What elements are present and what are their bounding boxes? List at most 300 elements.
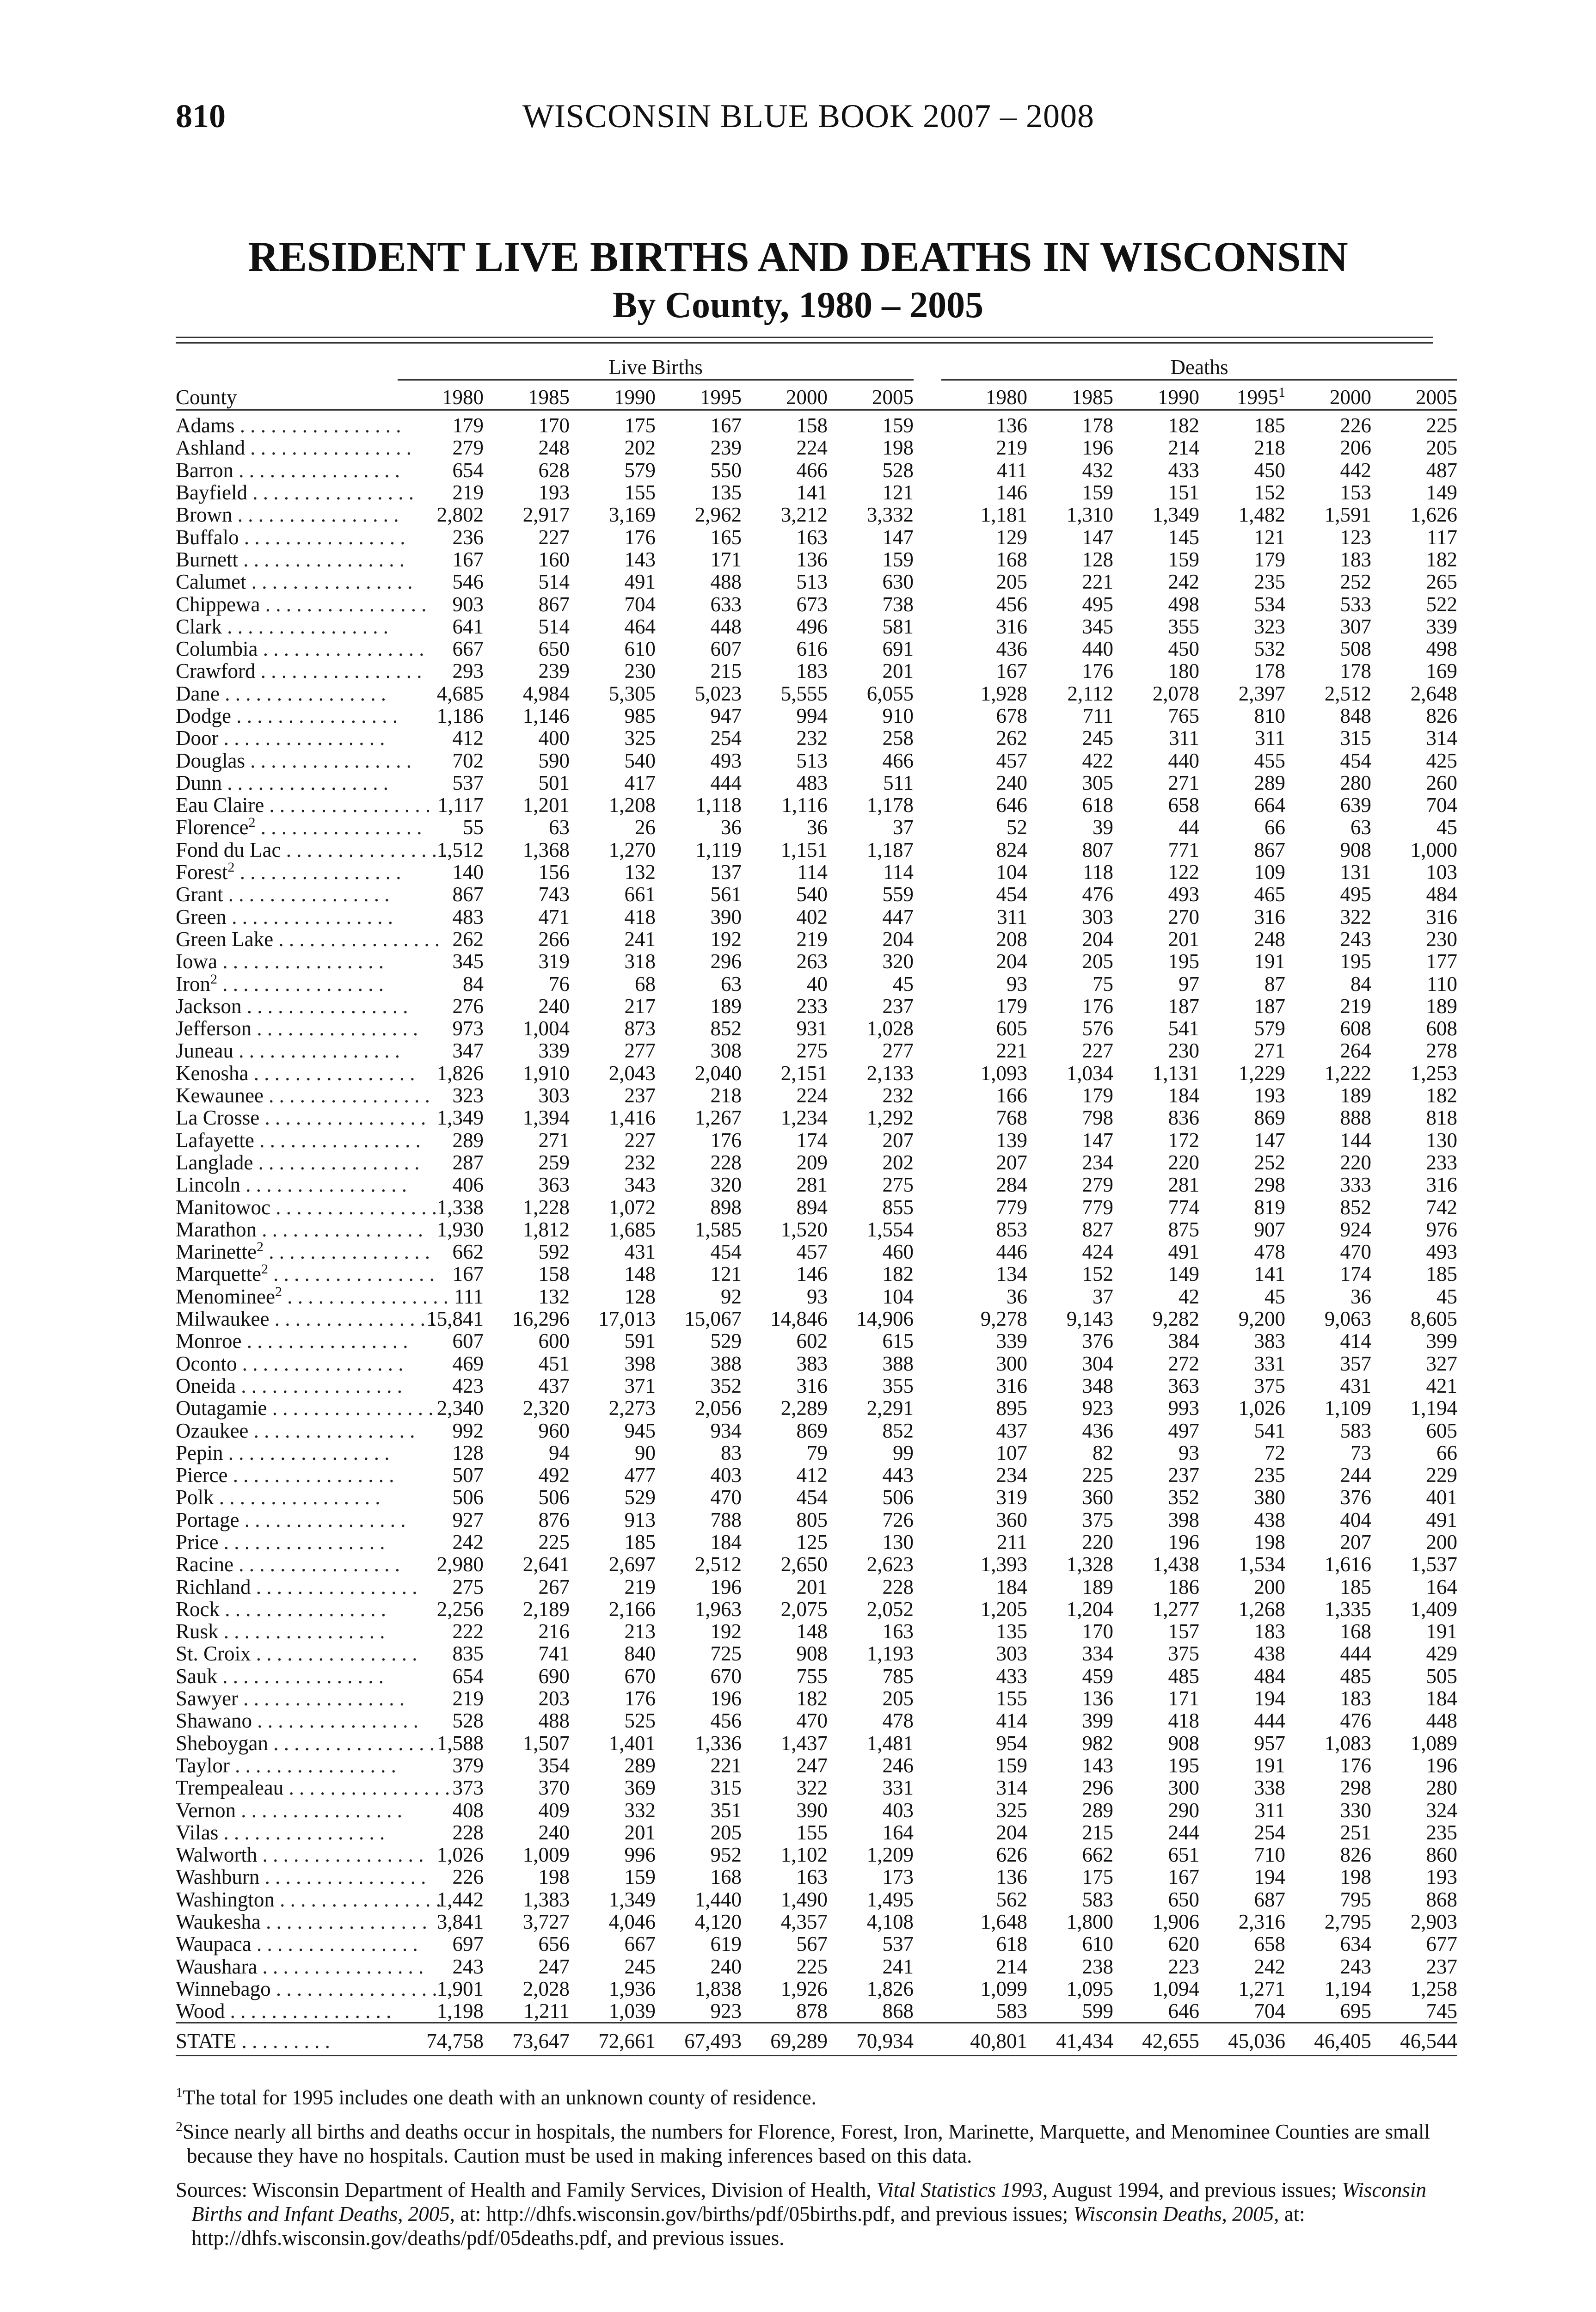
table-cell: 506 <box>882 1486 914 1509</box>
leader-dots: . . . . . . . . . . . . . . . . <box>231 704 398 727</box>
table-cell: 122 <box>1168 861 1200 884</box>
table-cell: 235 <box>1254 1463 1286 1487</box>
table-cell: 244 <box>1168 1820 1200 1844</box>
county-label: Jackson <box>176 994 242 1018</box>
table-cell: 230 <box>624 659 656 683</box>
leader-dots: . . . . . . . . . . . . . . . . <box>227 1463 394 1487</box>
table-cell: 132 <box>538 1285 570 1308</box>
column-gap <box>914 1509 941 1531</box>
table-cell: 130 <box>1426 1128 1458 1152</box>
table-cell: 354 <box>538 1753 570 1777</box>
state-total-row <box>176 2023 1457 2053</box>
table-cell: 2,289 <box>780 1396 828 1420</box>
table-cell: 176 <box>1082 994 1114 1018</box>
table-cell: 111 <box>454 1285 484 1308</box>
leader-dots: . . . . . . . . . . . . . . . . <box>248 1061 415 1085</box>
table-cell: 237 <box>1168 1463 1200 1487</box>
table-cell: 73 <box>1350 1441 1372 1464</box>
column-gap <box>914 481 941 504</box>
leader-dots: . . . . . . . . . . . . . . . . <box>238 547 405 571</box>
county-label: Taylor <box>176 1753 230 1777</box>
table-cell: 174 <box>796 1128 828 1152</box>
table-row <box>176 883 1457 905</box>
table-cell: 289 <box>624 1753 656 1777</box>
table-cell: 204 <box>882 927 914 951</box>
table-cell: 741 <box>538 1642 570 1666</box>
county-label: Lincoln <box>176 1173 240 1197</box>
column-gap <box>914 1687 941 1709</box>
table-cell: 923 <box>710 1999 742 2023</box>
table-cell: 2,512 <box>1324 682 1372 705</box>
table-cell: 448 <box>1426 1709 1458 1733</box>
table-cell: 128 <box>1082 547 1114 571</box>
county-label: Washburn <box>176 1865 260 1889</box>
table-cell: 1,393 <box>980 1553 1028 1576</box>
table-cell: 168 <box>710 1865 742 1889</box>
footnote-2-text: Since nearly all births and deaths occur in hospitals, the numbers for Florence, Forest, Iron, Marinette, Marquette, and Menominee Counties are small because they have no hospitals. Caution must be used in making inferences based on this data. <box>183 2120 1430 2167</box>
table-cell: 151 <box>1168 481 1200 504</box>
table-cell: 484 <box>1254 1664 1286 1688</box>
table-cell: 189 <box>1082 1575 1114 1599</box>
table-cell: 139 <box>996 1128 1028 1152</box>
table-cell: 316 <box>1254 905 1286 928</box>
table-cell: 72 <box>1265 1441 1286 1464</box>
table-cell: 2,112 <box>1067 682 1114 705</box>
county-name <box>176 683 398 705</box>
footnote-mark: 2 <box>248 815 256 830</box>
table-cell: 316 <box>996 1374 1028 1397</box>
live-births-group-header: Live Births <box>398 351 914 380</box>
table-cell: 230 <box>1426 927 1458 951</box>
table-cell: 1,349 <box>1152 503 1200 527</box>
county-label: Burnett <box>176 547 238 571</box>
table-row <box>176 1933 1457 1955</box>
table-cell: 440 <box>1168 749 1200 772</box>
table-cell: 403 <box>882 1798 914 1822</box>
table-cell: 303 <box>1082 905 1114 928</box>
table-cell: 215 <box>710 659 742 683</box>
table-cell: 875 <box>1168 1217 1200 1241</box>
table-cell: 927 <box>452 1508 484 1531</box>
table-cell: 1,490 <box>780 1888 828 1911</box>
table-cell: 163 <box>796 525 828 549</box>
table-cell: 423 <box>452 1374 484 1397</box>
table-cell: 1,481 <box>866 1731 914 1755</box>
table-cell: 186 <box>1168 1575 1200 1599</box>
leader-dots: . . . . . . . . . . . . . . . . <box>245 749 411 772</box>
table-row <box>176 2000 1457 2023</box>
county-name <box>176 1642 417 1666</box>
table-cell: 155 <box>996 1687 1028 1710</box>
column-gap <box>914 615 941 638</box>
county-label: Price <box>176 1530 219 1554</box>
column-gap <box>914 1375 941 1397</box>
table-cell: 630 <box>882 570 914 594</box>
table-cell: 281 <box>796 1173 828 1197</box>
table-cell: 2,917 <box>522 503 570 527</box>
table-cell: 148 <box>796 1620 828 1643</box>
footnote-1-text: The total for 1995 includes one death with an unknown county of residence. <box>183 2086 816 2109</box>
table-cell: 827 <box>1082 1217 1114 1241</box>
table-cell: 852 <box>710 1017 742 1040</box>
leader-dots: . . . . . . . . . . . . . . . . <box>233 1553 400 1576</box>
table-cell: 1,194 <box>1324 1977 1372 2000</box>
table-cell: 465 <box>1254 883 1286 906</box>
table-cell: 725 <box>710 1642 742 1666</box>
table-cell: 399 <box>1082 1709 1114 1733</box>
table-cell: 1,222 <box>1324 1061 1372 1085</box>
county-label: Trempealeau <box>176 1776 284 1800</box>
column-gap <box>914 1866 941 1888</box>
column-gap <box>914 1799 941 1821</box>
table-cell: 202 <box>882 1150 914 1174</box>
table-row <box>176 481 1457 504</box>
table-cell: 418 <box>624 905 656 928</box>
table-cell: 529 <box>710 1329 742 1353</box>
table-cell: 248 <box>1254 927 1286 951</box>
county-name <box>176 1442 398 1464</box>
table-cell: 220 <box>1168 1150 1200 1174</box>
table-cell: 608 <box>1340 1017 1372 1040</box>
table-cell: 436 <box>996 637 1028 661</box>
table-cell: 1,507 <box>522 1731 570 1755</box>
leader-dots: . . . . . . . . . . . . . . . . <box>263 1240 430 1264</box>
table-cell: 247 <box>796 1753 828 1777</box>
county-name <box>176 637 424 661</box>
table-cell: 646 <box>1168 1999 1200 2023</box>
table-cell: 196 <box>1426 1753 1458 1777</box>
table-cell: 170 <box>1082 1620 1114 1643</box>
table-cell: 44 <box>1179 816 1200 839</box>
leader-dots: . . . . . . . . . . . . . . . . <box>238 1687 405 1710</box>
table-cell: 37 <box>1093 1285 1114 1308</box>
table-row <box>176 1575 1457 1598</box>
table-cell: 224 <box>796 436 828 460</box>
leader-dots: . . . . . . . . . . . . . . . . <box>268 1731 435 1755</box>
table-cell: 348 <box>1082 1374 1114 1397</box>
column-gap <box>914 1531 941 1553</box>
table-cell: 2,340 <box>436 1396 484 1420</box>
table-cell: 63 <box>1350 816 1372 839</box>
table-cell: 507 <box>452 1463 484 1487</box>
table-cell: 194 <box>1254 1865 1286 1889</box>
table-row <box>176 772 1457 794</box>
column-gap <box>914 571 941 593</box>
table-row <box>176 526 1457 548</box>
table-cell: 192 <box>710 1620 742 1643</box>
table-row <box>176 571 1457 593</box>
table-cell: 90 <box>635 1441 656 1464</box>
table-cell: 454 <box>996 883 1028 906</box>
county-label: Marinette <box>176 1240 257 1264</box>
table-cell: 132 <box>624 861 656 884</box>
leader-dots: . . . . . . . . . . . . . . . . <box>218 1820 385 1844</box>
table-cell: 2,795 <box>1324 1910 1372 1934</box>
table-row <box>176 1777 1457 1799</box>
year-column-header <box>828 380 914 410</box>
table-cell: 491 <box>624 570 656 594</box>
table-cell: 290 <box>1168 1798 1200 1822</box>
table-cell: 401 <box>1426 1486 1458 1509</box>
table-cell: 175 <box>624 414 656 437</box>
table-cell: 1,442 <box>436 1888 484 1911</box>
table-cell: 514 <box>538 570 570 594</box>
table-cell: 493 <box>1426 1240 1458 1264</box>
county-name <box>176 525 405 549</box>
table-cell: 1,205 <box>980 1597 1028 1621</box>
table-cell: 254 <box>1254 1820 1286 1844</box>
table-cell: 221 <box>710 1753 742 1777</box>
table-cell: 234 <box>1082 1150 1114 1174</box>
column-gap <box>914 1575 941 1598</box>
table-cell: 155 <box>624 481 656 504</box>
leader-dots: . . . . . . . . . . . . . . . . <box>235 1798 402 1822</box>
table-cell: 176 <box>710 1128 742 1152</box>
year-label: 1990 <box>1158 386 1200 409</box>
column-gap <box>914 906 941 928</box>
table-cell: 185 <box>1426 1262 1458 1286</box>
table-cell: 201 <box>1168 927 1200 951</box>
table-cell: 406 <box>452 1173 484 1197</box>
column-gap <box>914 928 941 950</box>
table-cell: 497 <box>1168 1419 1200 1442</box>
table-cell: 239 <box>538 659 570 683</box>
year-label: 1995 <box>1237 386 1279 409</box>
county-label: Ashland <box>176 436 245 460</box>
table-cell: 540 <box>796 883 828 906</box>
table-cell: 225 <box>1082 1463 1114 1487</box>
table-cell: 810 <box>1254 704 1286 727</box>
table-cell: 363 <box>538 1173 570 1197</box>
table-cell: 369 <box>624 1776 656 1800</box>
table-cell: 743 <box>538 883 570 906</box>
column-gap <box>914 1978 941 2000</box>
title-block <box>0 231 1596 328</box>
table-cell: 93 <box>807 1285 828 1308</box>
table-cell: 448 <box>710 615 742 638</box>
table-cell: 69,289 <box>742 2023 828 2053</box>
table-cell: 182 <box>1426 1084 1458 1107</box>
table-cell: 178 <box>1254 659 1286 683</box>
county-label: Fond du Lac <box>176 838 281 861</box>
table-cell: 1,416 <box>608 1106 656 1130</box>
column-gap <box>914 1196 941 1218</box>
table-cell: 579 <box>624 458 656 482</box>
table-cell: 260 <box>1426 771 1458 794</box>
table-cell: 243 <box>1340 927 1372 951</box>
table-cell: 1,512 <box>436 838 484 861</box>
table-cell: 262 <box>996 726 1028 750</box>
table-cell: 307 <box>1340 615 1372 638</box>
table-cell: 39 <box>1093 816 1114 839</box>
table-cell: 97 <box>1179 972 1200 996</box>
county-name <box>176 793 431 817</box>
table-cell: 779 <box>1082 1195 1114 1219</box>
table-cell: 254 <box>710 726 742 750</box>
rule-cell <box>176 2052 398 2056</box>
table-cell: 165 <box>710 525 742 549</box>
table-cell: 240 <box>710 1955 742 1978</box>
leader-dots: . . . . . . . . . . . . . . . . <box>235 1374 402 1397</box>
table-cell: 169 <box>1426 659 1458 683</box>
table-cell: 894 <box>796 1195 828 1219</box>
table-cell: 477 <box>624 1463 656 1487</box>
table-cell: 444 <box>710 771 742 794</box>
table-cell: 602 <box>796 1329 828 1353</box>
table-cell: 417 <box>624 771 656 794</box>
table-cell: 1,349 <box>436 1106 484 1130</box>
table-cell: 191 <box>1426 1620 1458 1643</box>
table-cell: 143 <box>1082 1753 1114 1777</box>
table-cell: 985 <box>624 704 656 727</box>
table-cell: 910 <box>882 704 914 727</box>
county-label: Juneau <box>176 1039 233 1063</box>
table-cell: 1,591 <box>1324 503 1372 527</box>
table-cell: 201 <box>624 1820 656 1844</box>
table-cell: 1,349 <box>608 1888 656 1911</box>
county-name <box>176 1508 406 1531</box>
table-row <box>176 1241 1457 1263</box>
table-cell: 1,936 <box>608 1977 656 2000</box>
table-cell: 225 <box>796 1955 828 1978</box>
year-column-header <box>1199 380 1285 410</box>
table-cell: 1,072 <box>608 1195 656 1219</box>
table-cell: 867 <box>452 883 484 906</box>
table-cell: 440 <box>1082 637 1114 661</box>
table-cell: 592 <box>538 1240 570 1264</box>
county-name <box>176 1084 430 1107</box>
table-cell: 238 <box>1082 1955 1114 1978</box>
table-cell: 243 <box>452 1955 484 1978</box>
table-cell: 957 <box>1254 1731 1286 1755</box>
table-cell: 1,826 <box>436 1061 484 1085</box>
table-cell: 1,028 <box>866 1017 914 1040</box>
table-cell: 1,204 <box>1066 1597 1114 1621</box>
table-cell: 1,099 <box>980 1977 1028 2000</box>
table-cell: 182 <box>1426 547 1458 571</box>
county-name <box>176 410 401 437</box>
table-cell: 1,648 <box>980 1910 1028 1934</box>
table-cell: 437 <box>538 1374 570 1397</box>
table-cell: 9,063 <box>1324 1307 1372 1331</box>
column-gap <box>914 839 941 861</box>
table-cell: 279 <box>452 436 484 460</box>
table-cell: 45,036 <box>1199 2023 1285 2053</box>
table-cell: 628 <box>538 458 570 482</box>
table-cell: 457 <box>796 1240 828 1264</box>
table-cell: 579 <box>1254 1017 1286 1040</box>
leader-dots: . . . . . . . . . . . . . . . . <box>218 1620 385 1643</box>
column-gap <box>914 1084 941 1107</box>
table-cell: 654 <box>452 1664 484 1688</box>
county-label: Milwaukee <box>176 1307 270 1331</box>
column-gap <box>914 794 941 816</box>
county-label: Dunn <box>176 771 222 794</box>
table-cell: 52 <box>1007 816 1028 839</box>
table-cell: 1,201 <box>522 793 570 817</box>
table-cell: 172 <box>1168 1128 1200 1152</box>
table-cell: 620 <box>1168 1932 1200 1956</box>
table-cell: 1,258 <box>1410 1977 1458 2000</box>
county-name <box>176 727 398 749</box>
table-cell: 9,200 <box>1238 1307 1286 1331</box>
table-cell: 952 <box>710 1843 742 1867</box>
table-cell: 298 <box>1340 1776 1372 1800</box>
table-cell: 233 <box>1426 1150 1458 1174</box>
births-deaths-table <box>176 351 1458 2056</box>
table-cell: 429 <box>1426 1642 1458 1666</box>
table-cell: 114 <box>797 861 828 884</box>
table-cell: 311 <box>1255 1798 1286 1822</box>
table-cell: 240 <box>996 771 1028 794</box>
table-cell: 316 <box>796 1374 828 1397</box>
county-name <box>176 927 440 951</box>
table-cell: 450 <box>1168 637 1200 661</box>
column-gap <box>914 1665 941 1687</box>
table-row <box>176 1464 1457 1486</box>
table-cell: 550 <box>710 458 742 482</box>
table-cell: 135 <box>710 481 742 504</box>
county-name <box>176 1039 398 1062</box>
table-cell: 498 <box>1426 637 1458 661</box>
table-cell: 483 <box>452 905 484 928</box>
table-cell: 221 <box>996 1039 1028 1063</box>
table-cell: 311 <box>1255 726 1286 750</box>
footnote-1-mark: 1 <box>176 2085 183 2100</box>
table-cell: 869 <box>1254 1106 1286 1130</box>
table-cell: 104 <box>996 861 1028 884</box>
sources-text: at: http://dhfs.wisconsin.gov/deaths/pdf/05deaths.pdf, and previous issues. <box>191 2202 1305 2250</box>
table-cell: 176 <box>1340 1753 1372 1777</box>
leader-dots: . . . . . . . . . . . . . . . . <box>218 1530 385 1554</box>
table-cell: 293 <box>452 659 484 683</box>
table-cell: 513 <box>796 749 828 772</box>
table-cell: 2,043 <box>608 1061 656 1085</box>
county-label: Douglas <box>176 749 245 772</box>
table-row <box>176 593 1457 615</box>
table-cell: 583 <box>996 1999 1028 2023</box>
table-cell: 156 <box>538 861 570 884</box>
column-gap <box>914 1709 941 1732</box>
table-cell: 219 <box>452 1687 484 1710</box>
table-cell: 1,089 <box>1410 1731 1458 1755</box>
table-cell: 726 <box>882 1508 914 1531</box>
column-gap <box>914 1486 941 1508</box>
table-row <box>176 1531 1457 1553</box>
table-cell: 184 <box>710 1530 742 1554</box>
table-cell: 667 <box>452 637 484 661</box>
table-cell: 1,826 <box>866 1977 914 2000</box>
leader-dots: . . . . . . . . . . . . . . . . <box>267 1396 434 1420</box>
table-cell: 869 <box>796 1419 828 1442</box>
table-cell: 798 <box>1082 1106 1114 1130</box>
table-cell: 607 <box>452 1329 484 1353</box>
county-name <box>176 972 398 995</box>
table-cell: 170 <box>538 414 570 437</box>
table-cell: 993 <box>1168 1396 1200 1420</box>
county-name <box>176 459 398 481</box>
table-cell: 147 <box>1082 1128 1114 1152</box>
table-cell: 246 <box>882 1753 914 1777</box>
table-cell: 198 <box>882 436 914 460</box>
county-name <box>176 1709 418 1733</box>
table-row <box>176 950 1457 972</box>
table-cell: 264 <box>1340 1039 1372 1063</box>
table-cell: 619 <box>710 1932 742 1956</box>
county-name <box>176 1284 448 1308</box>
table-cell: 223 <box>1168 1955 1200 1978</box>
table-cell: 710 <box>1254 1843 1286 1867</box>
